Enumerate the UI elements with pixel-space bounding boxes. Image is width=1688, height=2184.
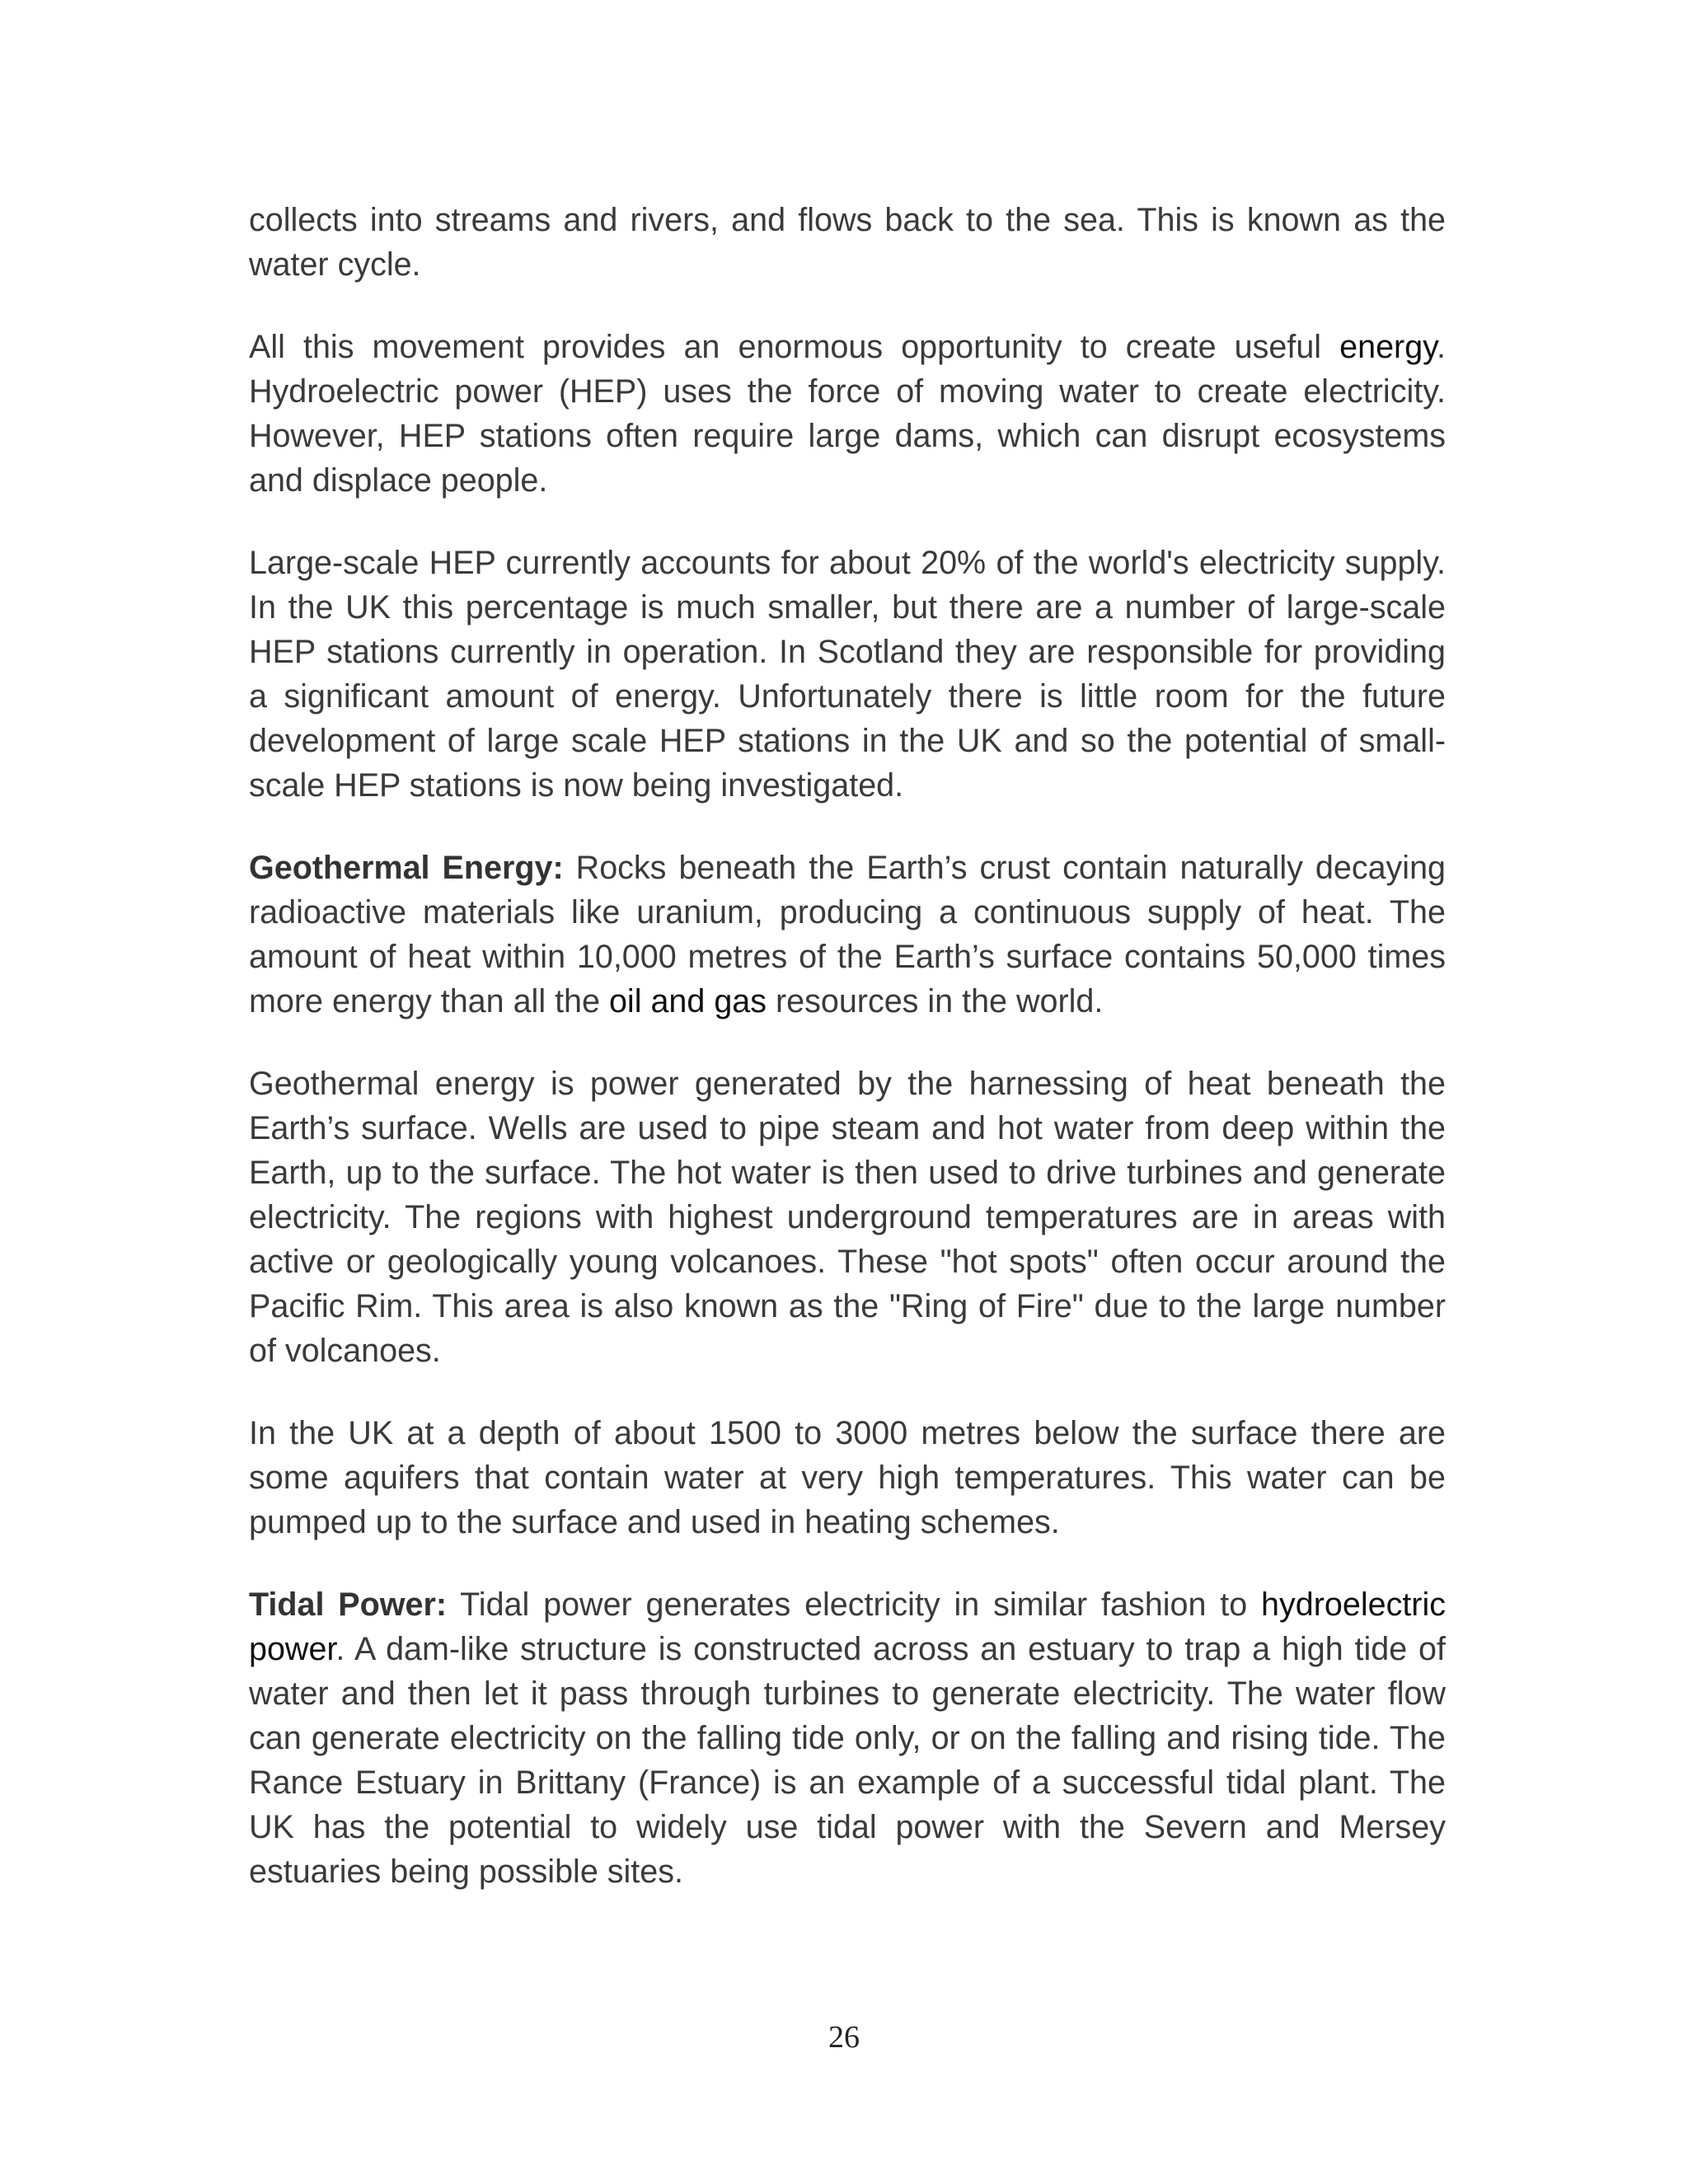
hydroelectric-power-link[interactable]: hydroelectric power [249, 1586, 1446, 1667]
paragraph-text: Geothermal energy is power generated by the harnessing of heat beneath the Earth’s surface. Wells are used to pipe steam and hot water from deep within the Earth, up to the surface. The hot water is then used to drive turbines and generate electricity. The regions with highest underground temperatures are in areas with active or geologically young volcanoes. These "hot spots" often occur around the Pacific Rim. This area is also known as the "Ring of Fire" due to the large number of volcanoes. [249, 1066, 1446, 1369]
paragraph-text: All this movement provides an enormous opportunity to create useful [249, 329, 1340, 365]
paragraph-text: Large-scale HEP currently accounts for about 20% of the world's electricity supply. In the UK this percentage is much smaller, but there are a number of large-scale HEP stations currently in operation. In Scotland they are responsible for providing a significant amount of energy. Unfortunately there is little room for the future development of large scale HEP stations in the UK and so the potential of small-scale HEP stations is now being investigated. [249, 545, 1446, 804]
page-body [249, 198, 1446, 1932]
paragraph-tidal-power [249, 1582, 1446, 1894]
paragraph-text: Tidal power generates electricity in similar fashion to [447, 1586, 1262, 1623]
paragraph-text: . Hydroelectric power (HEP) uses the force of moving water to create electricity. However, HEP stations often require large dams, which can disrupt ecosystems and displace people. [249, 329, 1446, 499]
page-number: 26 [828, 2020, 860, 2055]
paragraph-geothermal-energy [249, 846, 1446, 1024]
term-geothermal-energy: Geothermal Energy: [249, 850, 564, 886]
oil-and-gas-link[interactable]: oil and gas [608, 983, 767, 1019]
paragraph-large-scale-hep [249, 541, 1446, 808]
paragraph-water-cycle [249, 198, 1446, 287]
paragraph-text: Rocks beneath the Earth’s crust contain naturally decaying radioactive materials like uranium, producing a continuous supply of heat. The amount of heat within 10,000 metres of the Earth’s surface contains 50,000 times more energy than all the [249, 850, 1447, 1019]
term-tidal-power: Tidal Power: [249, 1586, 447, 1623]
paragraph-hydroelectric-intro [249, 325, 1446, 503]
paragraph-text: . A dam-like structure is constructed across an estuary to trap a high tide of water and then let it pass through turbines to generate electricity. The water flow can generate electricity on the falling tide only, or on the falling and rising tide. The Rance Estuary in Brittany (France) is an example of a successful tidal plant. The UK has the potential to widely use tidal power with the Severn and Mersey estuaries being possible sites. [249, 1631, 1446, 1890]
paragraph-text: collects into streams and rivers, and flows back to the sea. This is known as the water cycle. [249, 202, 1446, 283]
paragraph-uk-aquifers [249, 1411, 1446, 1544]
energy-link[interactable]: energy [1339, 329, 1437, 365]
paragraph-text: In the UK at a depth of about 1500 to 3000 metres below the surface there are some aquifers that contain water at very high temperatures. This water can be pumped up to the surface and used in heating schemes. [249, 1415, 1446, 1540]
paragraph-geothermal-power [249, 1062, 1446, 1373]
paragraph-text: resources in the world. [767, 983, 1104, 1019]
